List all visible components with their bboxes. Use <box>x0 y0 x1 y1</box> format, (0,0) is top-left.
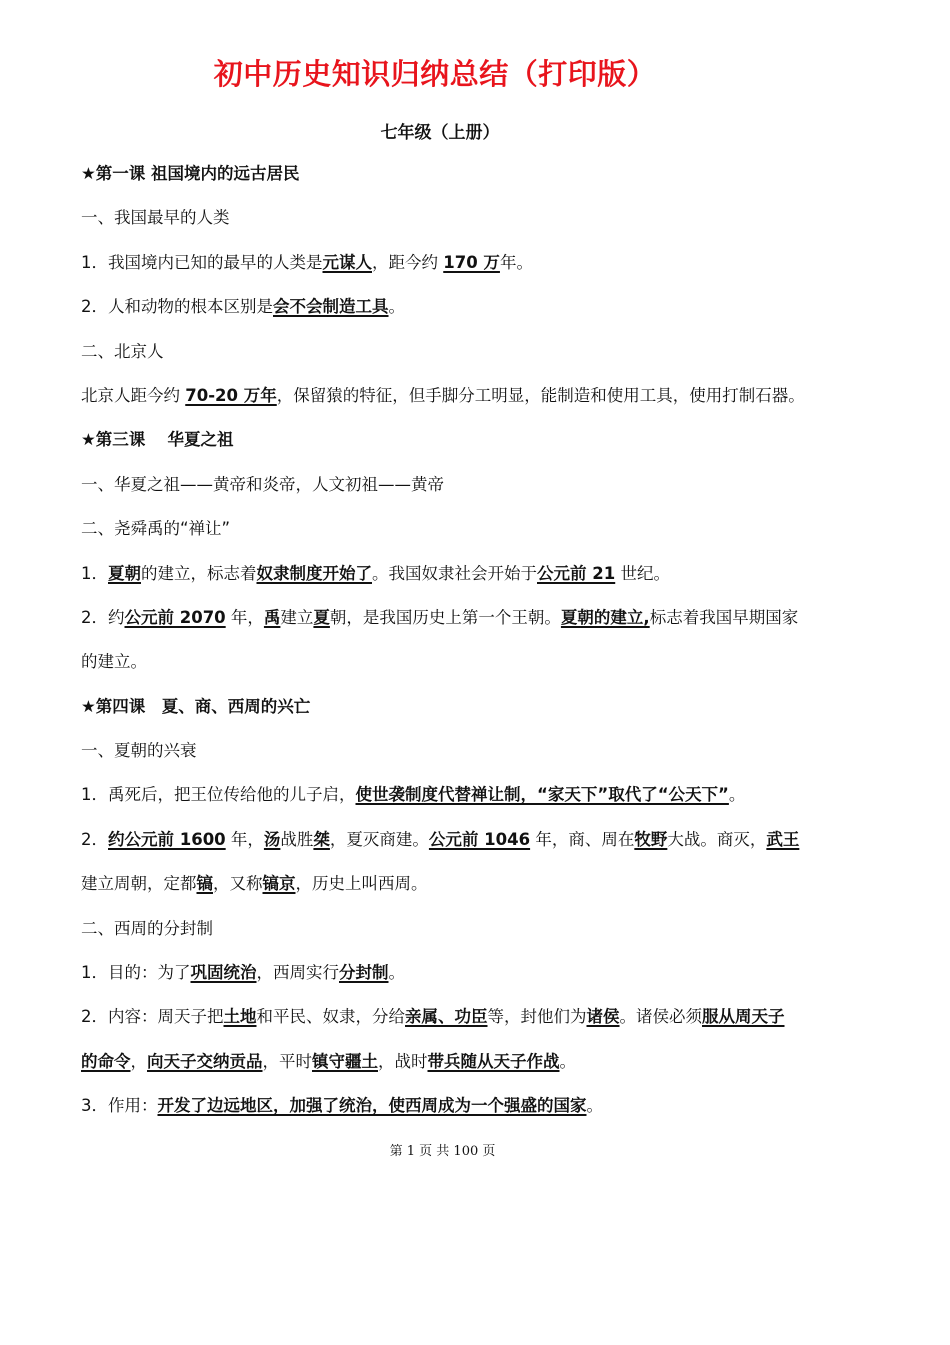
text-segment: 。我国奴隶社会开始于 <box>372 563 537 583</box>
text-line <box>81 515 816 559</box>
key-point: 牧野 <box>634 829 668 849</box>
text-line <box>81 915 816 959</box>
text-segment: 1． <box>81 563 108 583</box>
text-line <box>81 604 816 648</box>
key-point: 镇守疆土 <box>312 1051 378 1071</box>
text-segment: 二、尧舜禹的“禅让” <box>81 519 231 539</box>
page-footer: 第 1 页 共 100 页 <box>389 1144 496 1159</box>
key-point: 诸侯 <box>586 1007 620 1027</box>
text-segment: 和平民、奴隶，分给 <box>256 1007 405 1027</box>
text-segment: 2． <box>81 829 108 849</box>
text-segment: 一、华夏之祖——黄帝和炎帝，人文初祖——黄帝 <box>81 474 444 494</box>
text-segment: 大战。商灭， <box>667 829 767 849</box>
text-segment: ，历史上叫西周。 <box>295 874 428 894</box>
text-segment: 年， <box>225 829 264 849</box>
text-segment: 等，封他们为 <box>487 1007 587 1027</box>
text-line <box>81 959 816 1003</box>
key-point: 的命令 <box>81 1051 131 1071</box>
text-segment: ，平时 <box>262 1051 312 1071</box>
key-point: 夏朝的建立, <box>560 607 650 627</box>
key-point: 夏 <box>313 607 330 627</box>
text-segment: 。 <box>388 297 405 317</box>
text-segment: 。 <box>586 1096 603 1116</box>
key-point: 开发了边远地区，加强了统治，使西周成为一个强盛的国家 <box>157 1096 587 1116</box>
key-point: 公元前 2070 <box>124 607 226 627</box>
text-line <box>81 338 816 382</box>
key-point: 汤 <box>263 829 281 849</box>
text-line <box>81 471 816 515</box>
text-segment: ★第四课 夏、商、西周的兴亡 <box>81 696 311 716</box>
key-point: 夏朝 <box>108 563 141 583</box>
text-line <box>81 781 816 825</box>
text-segment: ， <box>130 1051 147 1071</box>
key-point: 镐 <box>196 874 213 894</box>
key-point: 向天子交纳贡品 <box>147 1051 263 1071</box>
text-segment: 的建立。 <box>81 652 147 672</box>
key-point: 使世袭制度代替禅让制，“家天下”取代了“公天下” <box>355 785 729 805</box>
text-line <box>81 1092 816 1136</box>
text-line <box>81 204 816 248</box>
key-point: 公元前 21 <box>537 563 616 583</box>
text-line <box>81 870 816 914</box>
text-segment: ，战时 <box>378 1051 428 1071</box>
section-subtitle: 七年级（上册） <box>380 123 500 143</box>
text-segment: 的建立，标志着 <box>141 563 257 583</box>
text-segment: 北京人距今约 <box>81 385 186 405</box>
key-point: 土地 <box>223 1007 257 1027</box>
text-segment: 建立 <box>280 607 314 627</box>
key-point: 服从周天子 <box>702 1007 785 1027</box>
key-point: 元谋人 <box>322 252 372 272</box>
text-line <box>81 648 816 692</box>
text-segment: ★第一课 祖国境内的远古居民 <box>81 164 300 183</box>
text-segment: 2．人和动物的根本区别是 <box>81 297 273 317</box>
key-point: 分封制 <box>339 963 389 983</box>
text-segment: 一、我国最早的人类 <box>81 208 230 228</box>
text-segment: ，西周实行 <box>256 963 339 983</box>
lesson-heading <box>81 160 816 204</box>
key-point: 70-20 万年 <box>185 385 277 405</box>
text-segment: 3．作用： <box>81 1096 158 1116</box>
text-segment: 。 <box>388 963 405 983</box>
text-segment: 朝，是我国历史上第一个王朝。 <box>329 607 561 627</box>
key-point: 公元前 1046 <box>428 829 531 849</box>
text-segment: ，保留猿的特征，但手脚分工明显，能制造和使用工具，使用打制石器。 <box>276 385 805 405</box>
text-segment: ，夏灭商建。 <box>329 829 429 849</box>
text-segment: 建立周朝，定都 <box>81 874 197 894</box>
key-point: 镐京 <box>262 874 296 894</box>
key-point: 桀 <box>313 829 330 849</box>
key-point: 170 万 <box>443 252 500 272</box>
document-body <box>81 160 816 1137</box>
text-segment: 1．禹死后，把王位传给他的儿子启， <box>81 785 356 805</box>
text-segment: 。 <box>728 785 746 805</box>
text-line <box>81 1003 816 1047</box>
text-segment: 年。 <box>499 252 533 272</box>
text-line <box>81 737 816 781</box>
text-line <box>81 826 816 870</box>
text-line <box>81 382 816 426</box>
text-segment: 二、西周的分封制 <box>81 918 213 938</box>
key-point: 带兵随从天子作战 <box>427 1051 560 1071</box>
text-segment: 。 <box>559 1051 576 1071</box>
text-line <box>81 560 816 604</box>
lesson-heading <box>81 426 816 470</box>
text-segment: 2．约 <box>81 607 125 627</box>
text-segment: 战胜 <box>280 829 314 849</box>
key-point: 奴隶制度开始了 <box>256 563 372 583</box>
text-segment: 。诸侯必须 <box>619 1007 702 1027</box>
text-segment: 1．我国境内已知的最早的人类是 <box>81 252 323 272</box>
text-segment: 年， <box>225 607 264 627</box>
key-point: 亲属、功臣 <box>405 1007 488 1027</box>
key-point: 约公元前 1600 <box>108 829 226 849</box>
text-segment: ，又称 <box>213 874 263 894</box>
text-segment: ，距今约 <box>372 252 444 272</box>
key-point: 武王 <box>766 829 800 849</box>
key-point: 禹 <box>263 607 281 627</box>
text-line <box>81 1048 816 1092</box>
document-title: 初中历史知识归纳总结（打印版） <box>213 57 657 91</box>
lesson-heading <box>81 693 816 737</box>
text-segment: 标志着我国早期国家 <box>649 607 799 627</box>
key-point: 会不会制造工具 <box>273 297 389 317</box>
text-segment: ★第三课 华夏之祖 <box>81 430 234 450</box>
text-segment: 1．目的：为了 <box>81 963 191 983</box>
text-segment: 世纪。 <box>615 563 670 583</box>
text-line <box>81 293 816 337</box>
text-segment: 2．内容：周天子把 <box>81 1007 224 1027</box>
text-segment: 一、夏朝的兴衰 <box>81 741 197 761</box>
text-line <box>81 249 816 293</box>
text-segment: 二、北京人 <box>81 341 164 361</box>
key-point: 巩固统治 <box>190 963 257 983</box>
text-segment: 年，商、周在 <box>530 829 635 849</box>
